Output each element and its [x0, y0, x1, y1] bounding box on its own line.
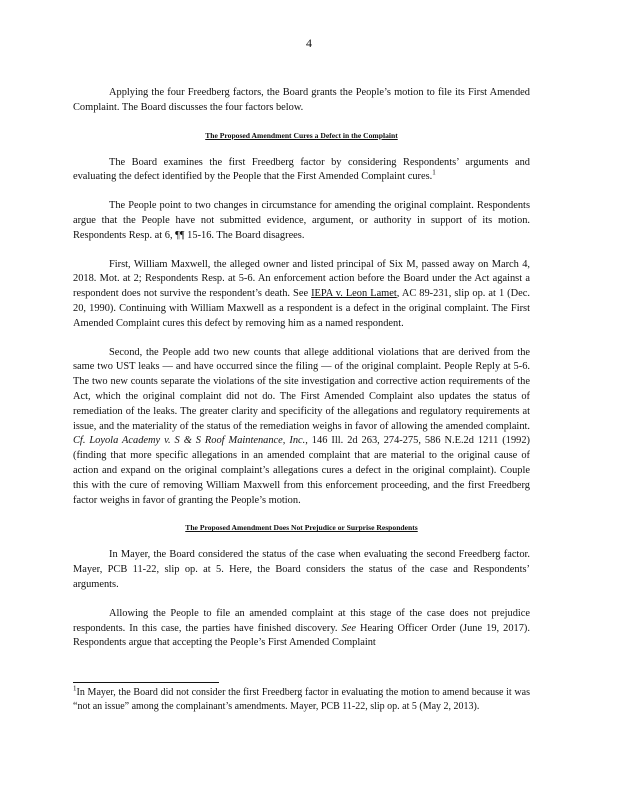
paragraph-intro: Applying the four Freedberg factors, the Board grants the People’s motion to file its First Amended Complaint. The Board discusses the four factors below. — [73, 87, 530, 113]
section-heading-defect: The Proposed Amendment Cures a Defect in the Complaint — [205, 130, 398, 140]
paragraph-changes: The People point to two changes in circumstance for amending the original complaint. Respondents argue that the People have not submitted evidence, argument, or authority in support of its motion. Respondents Resp. at 6, ¶¶ 15-16. The Board disagrees. — [73, 200, 530, 241]
page-number: 4 — [306, 36, 312, 50]
paragraph-new-counts: Second, the People add two new counts that allege additional violations that are derived from the same two UST leaks — and have occurred since the filing — of the original complaint. People Reply at 5-6. The two new counts separate the violations of the site investigation and corrective action requirements of the Act, which the original complaint did not do. The First Amended Complaint also updates the status of remediation of the leaks. The greater clarity and specificity of the allegations and regulatory requirements at issue, and the materiality of the status of the remediation weighs in favor of allowing the amended complaint. Cf. Loyola Academy v. S & S Roof Maintenance, Inc., 146 Ill. 2d 263, 274-275, 586 N.E.2d 1211 (1992) (finding that more specific allegations in an amended complaint that are material to the original cause of action and expand on the original complaint’s allegations cures a defect in the original complaint). Couple this with the cure of removing William Maxwell from this enforcement proceeding, and the first Freedberg factor weighs in favor of granting the People’s motion. — [73, 346, 530, 506]
footnote-divider — [73, 682, 219, 683]
paragraph-maxwell: First, William Maxwell, the alleged owner and listed principal of Six M, passed away on March 4, 2018. Mot. at 2; Respondents Resp. at 5-6. An enforcement action before the Board under the Act against a respondent does not survive the respondent’s death. See IEPA v. Leon Lamet, AC 89-231, slip op. at 1 (Dec. 20, 1990). Continuing with William Maxwell as a respondent is a defect in the original complaint. The First Amended Complaint cures this defect by removing him as a named respondent. — [73, 258, 530, 329]
paragraph-discovery: Allowing the People to file an amended complaint at this stage of the case does not prejudice respondents. In this case, the parties have finished discovery. See Hearing Officer Order (June 19, 2017). Respondents argue that accepting the People’s First Amended Complaint — [73, 607, 530, 649]
footnote: $^1$In Mayer, the Board did not consider the first Freedberg factor in evaluating the motion to amend because it was “not an issue” among the complainant’s amendments. Mayer, PCB 11-22, slip op. at 5 (May 2, 2013). — [73, 684, 530, 712]
section-heading-prejudice: The Proposed Amendment Does Not Prejudice or Surprise Respondents — [185, 523, 418, 533]
paragraph-first-factor: The Board examines the first Freedberg factor by considering Respondents’ arguments and evaluating the defect identified by the People that the First Amended Complaint cures.$^1$ — [73, 156, 530, 183]
body-text — [73, 86, 530, 651]
case-citation: Cf. Loyola Academy v. S & S Roof Maintenance, Inc. — [73, 435, 306, 447]
case-citation: IEPA v. Leon Lamet — [311, 288, 397, 300]
paragraph-mayer: In Mayer, the Board considered the status of the case when evaluating the second Freedberg factor. Mayer, PCB 11-22, slip op. at 5. Here, the Board considers the status of the case and Respondents’ arguments. — [73, 549, 530, 590]
footnote-ref[interactable]: 1 — [432, 168, 436, 177]
